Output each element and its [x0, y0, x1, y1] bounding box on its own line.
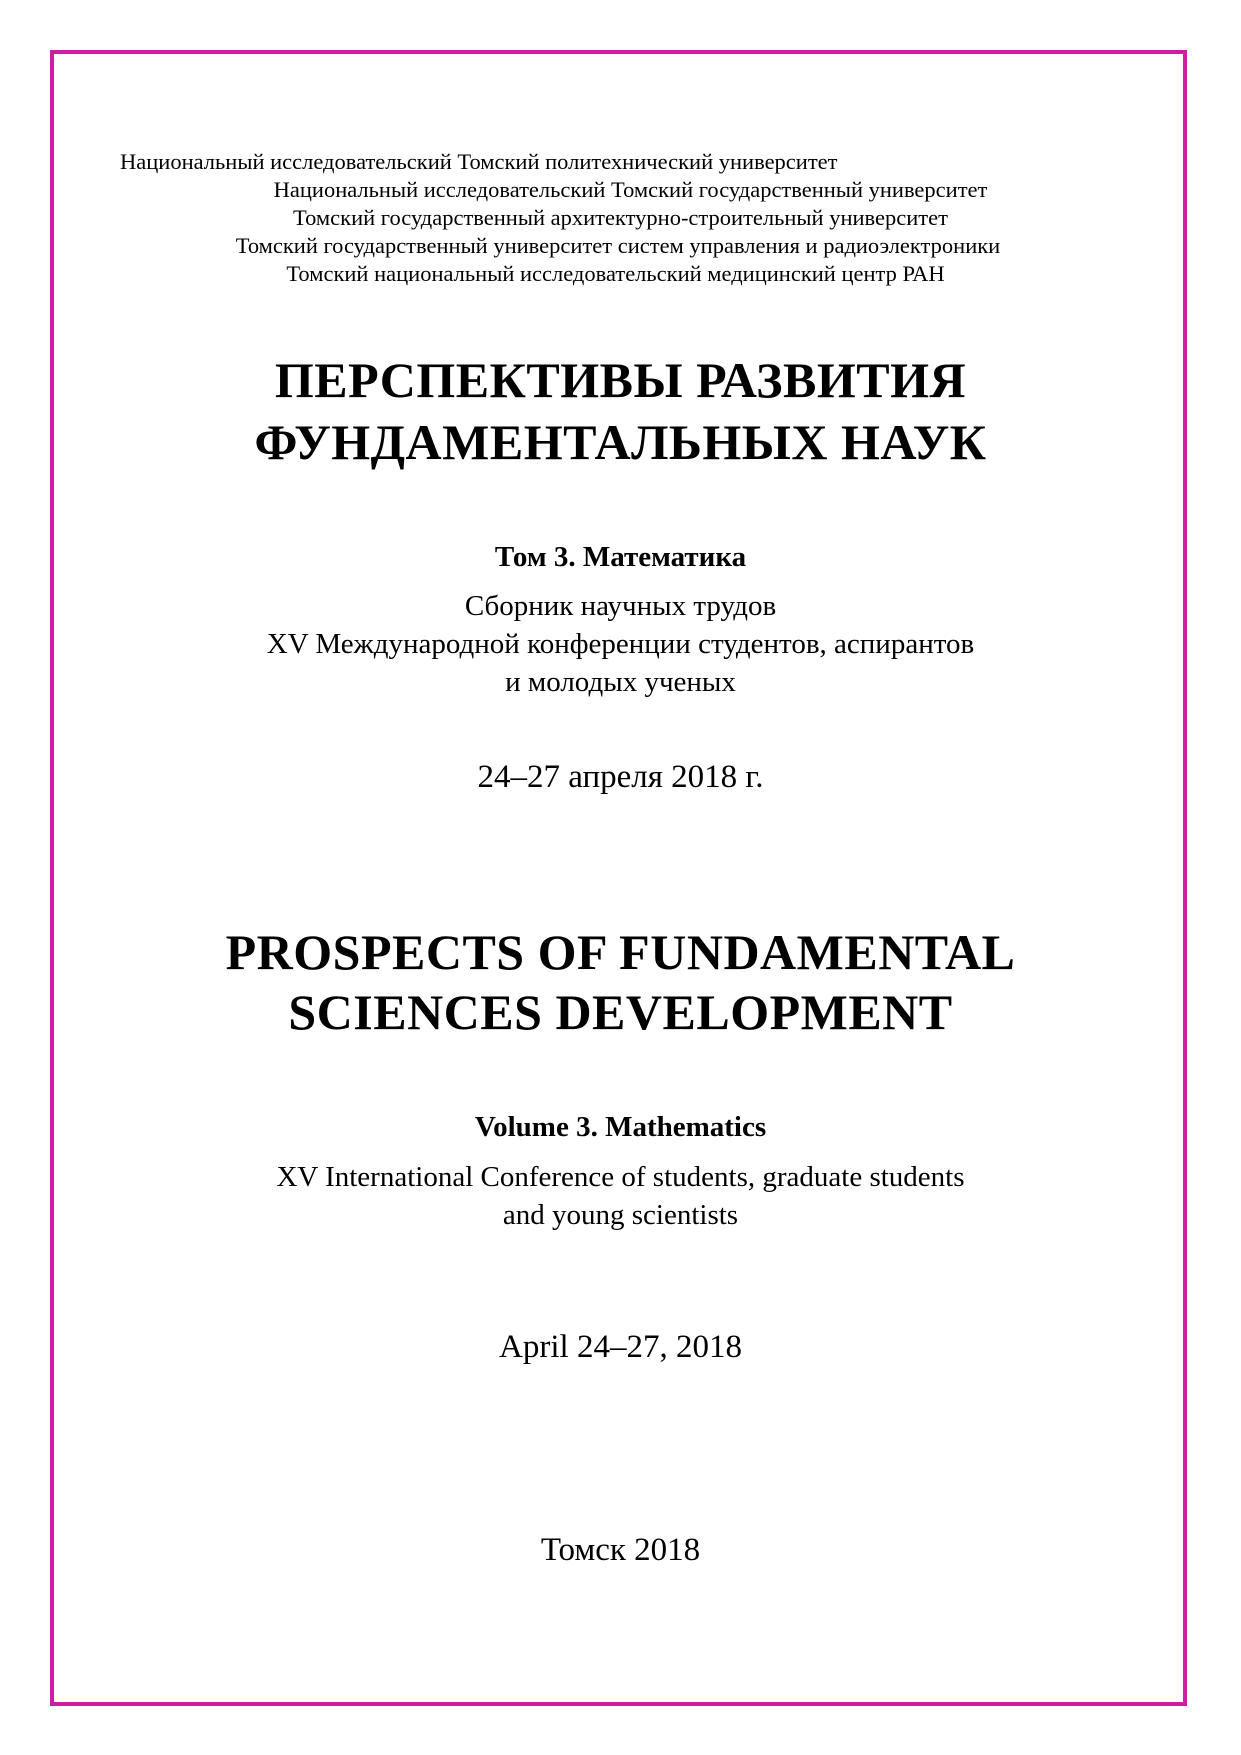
- institution-line-1: Национальный исследовательский Томский политехнический университет: [120, 149, 838, 174]
- institution-line-3: Томский государственный архитектурно-строительный университет: [293, 205, 948, 230]
- en-conference-dates: April 24–27, 2018: [499, 1329, 742, 1365]
- ru-title-line-1: ПЕРСПЕКТИВЫ РАЗВИТИЯ: [274, 352, 967, 408]
- page-border-frame: [50, 50, 1187, 1706]
- en-conference-line-2: and young scientists: [502, 1199, 739, 1231]
- ru-collection-label: Сборник научных трудов: [464, 590, 777, 622]
- institution-line-4: Томский государственный университет систем управления и радиоэлектроники: [235, 233, 1001, 258]
- institution-line-5: Томский национальный исследовательский медицинский центр РАН: [286, 261, 945, 286]
- en-volume-title: Volume 3. Mathematics: [474, 1111, 767, 1143]
- imprint-city-year: Томск 2018: [540, 1532, 701, 1568]
- en-title-line-2: SCIENCES DEVELOPMENT: [288, 984, 953, 1040]
- ru-conference-line-2: и молодых ученых: [505, 666, 736, 698]
- ru-conference-line-1: XV Международной конференции студентов, аспирантов: [266, 628, 975, 660]
- ru-conference-dates: 24–27 апреля 2018 г.: [477, 759, 764, 795]
- institution-line-2: Национальный исследовательский Томский государственный университет: [273, 177, 988, 202]
- ru-volume-title: Том 3. Математика: [494, 541, 747, 573]
- en-title-line-1: PROSPECTS OF FUNDAMENTAL: [225, 924, 1016, 980]
- ru-title-line-2: ФУНДАМЕНТАЛЬНЫХ НАУК: [254, 414, 987, 470]
- en-conference-line-1: XV International Conference of students, graduate students: [276, 1161, 965, 1193]
